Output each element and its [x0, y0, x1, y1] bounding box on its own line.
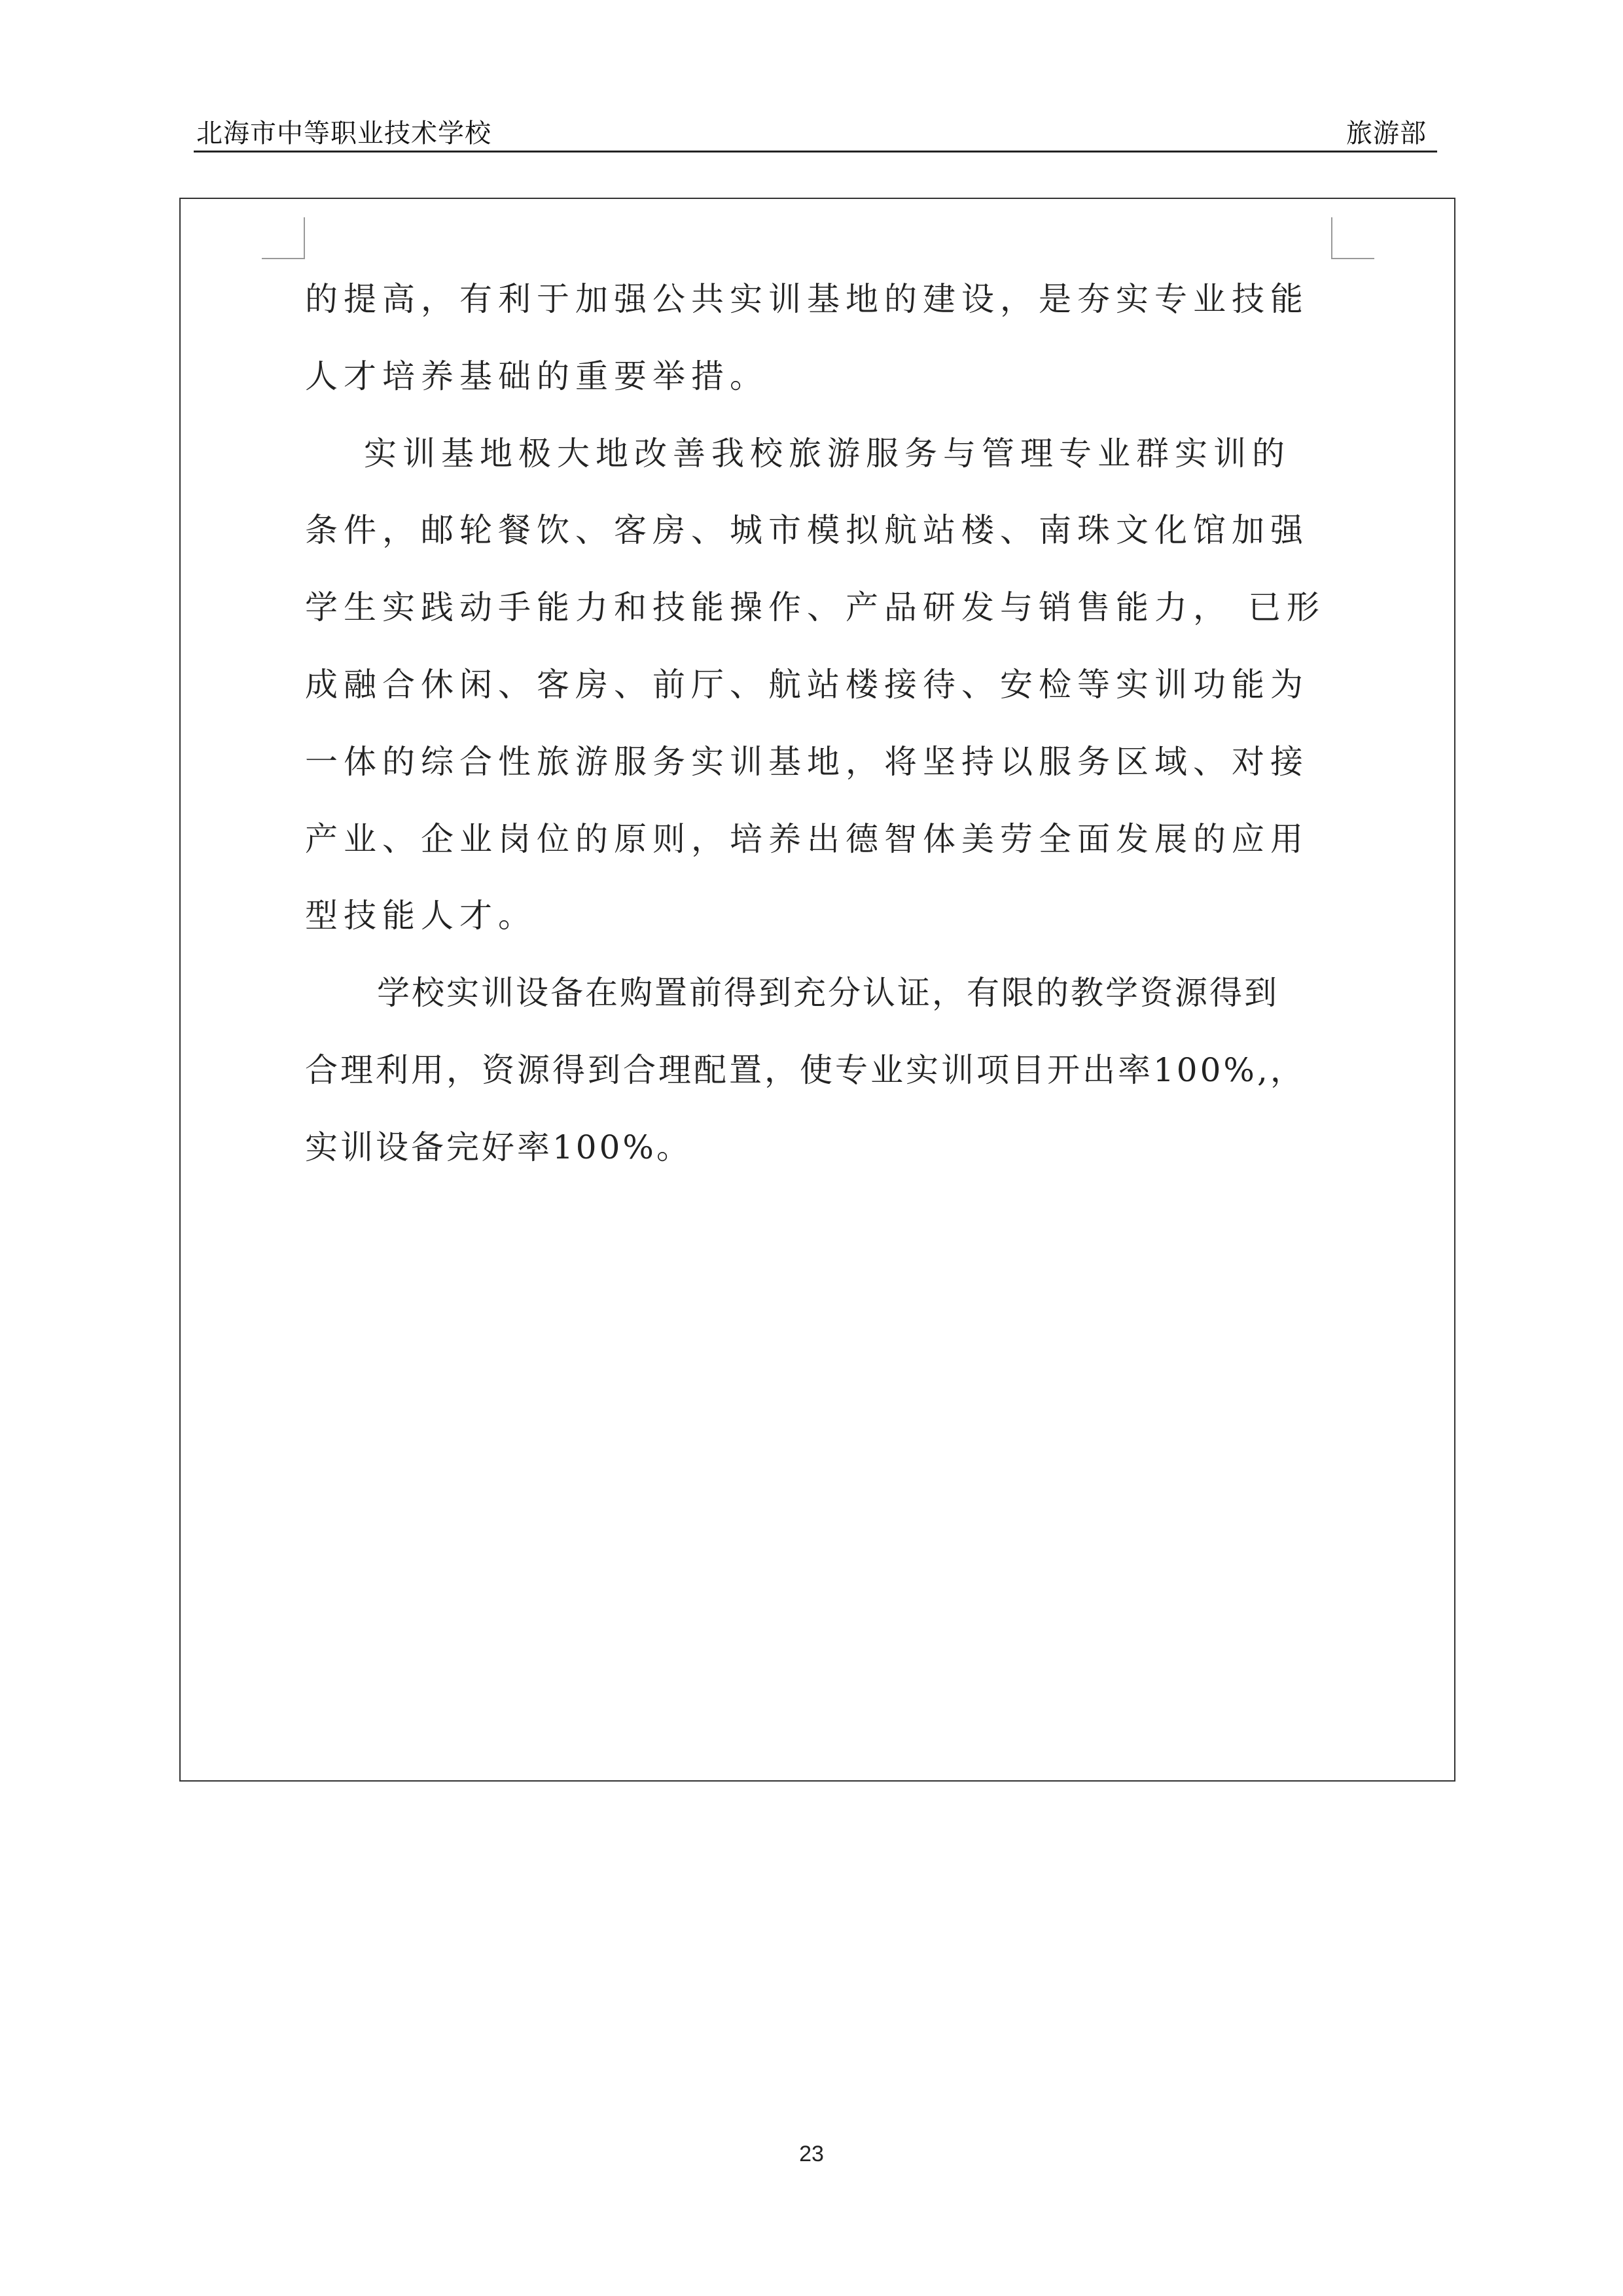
body-line: 一体的综合性旅游服务实训基地，将坚持以服务区域、对接	[305, 742, 1309, 781]
crop-mark-top-right	[1331, 217, 1374, 259]
body-line: 学生实践动手能力和技能操作、产品研发与销售能力， 已形	[305, 588, 1325, 627]
body-line: 的提高，有利于加强公共实训基地的建设，是夯实专业技能	[305, 280, 1309, 318]
body-line: 产业、企业岗位的原则，培养出德智体美劳全面发展的应用	[305, 819, 1309, 858]
body-line: 型技能人才。	[305, 897, 537, 935]
header-rule	[194, 151, 1437, 152]
body-line: 人才培养基础的重要举措。	[305, 357, 768, 395]
body-line: 实训基地极大地改善我校旅游服务与管理专业群实训的	[364, 434, 1291, 473]
crop-mark-top-left	[262, 217, 305, 259]
body-line: 合理利用，资源得到合理配置，使专业实训项目开出率100%,，	[305, 1050, 1306, 1089]
body-text	[305, 270, 1339, 1195]
header-department: 旅游部	[1346, 118, 1427, 149]
body-line: 条件，邮轮餐饮、客房、城市模拟航站楼、南珠文化馆加强	[305, 511, 1309, 550]
page-number: 23	[799, 2142, 824, 2166]
header-school-name: 北海市中等职业技术学校	[196, 118, 491, 149]
body-line: 实训设备完好率100%。	[305, 1128, 692, 1166]
body-line: 成融合休闲、客房、前厅、航站楼接待、安检等实训功能为	[305, 665, 1309, 704]
body-line: 学校实训设备在购置前得到充分认证，有限的教学资源得到	[377, 974, 1279, 1013]
